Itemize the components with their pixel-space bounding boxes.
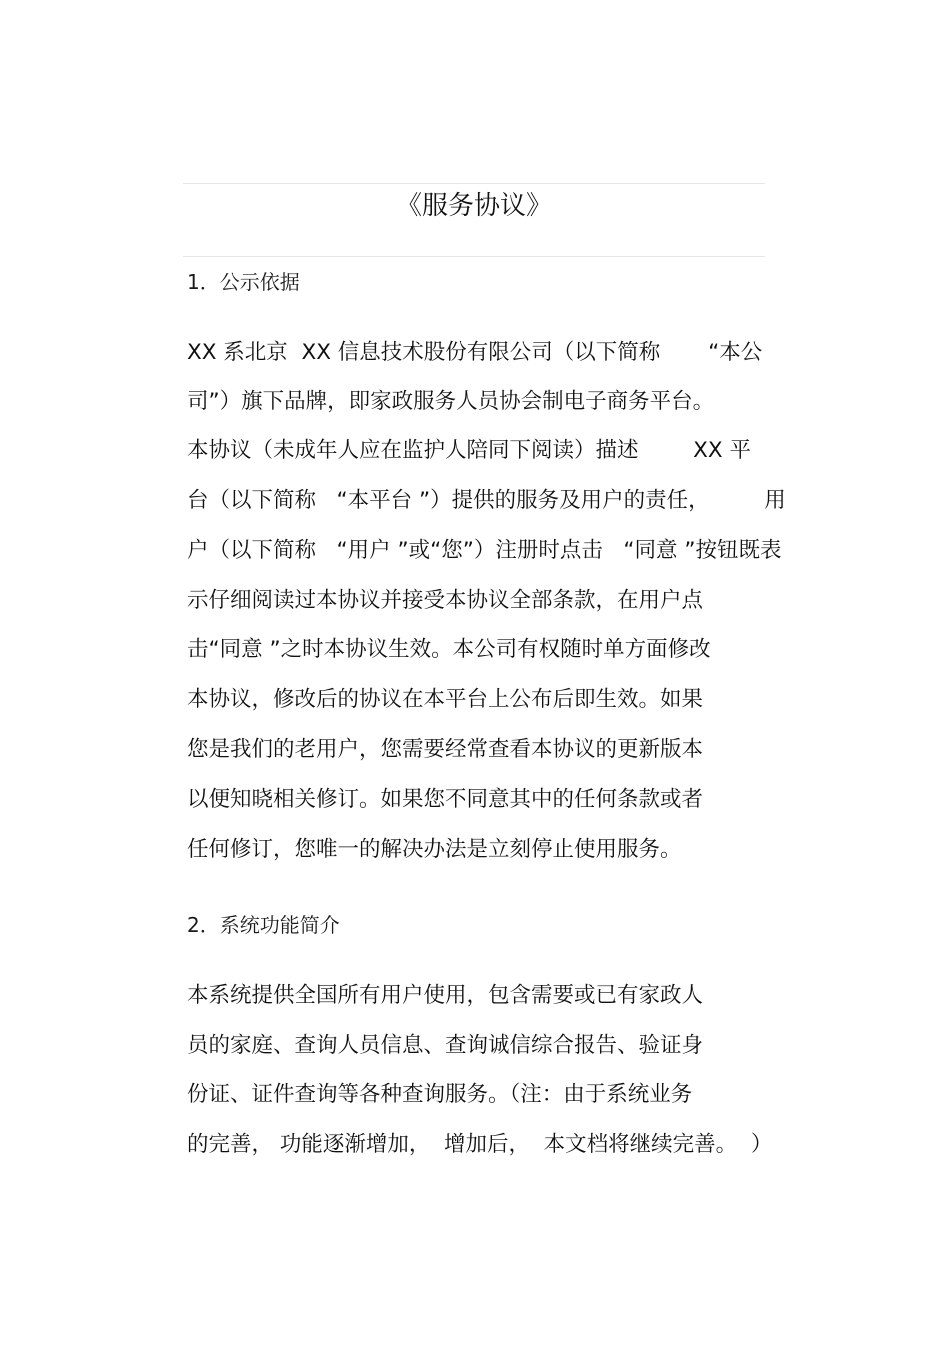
paragraph-line: 司”）旗下品牌，即家政服务人员协会制电子商务平台。 <box>187 389 715 414</box>
paragraph-line: 以便知晓相关修订。如果您不同意其中的任何条款或者 <box>187 787 704 812</box>
document-title: 《服务协议》 <box>395 191 552 221</box>
paragraph-line: 本协议（未成年人应在监护人陪同下阅读）描述 XX 平 <box>187 438 751 463</box>
paragraph-line: 的完善， 功能逐渐增加， 增加后， 本文档将继续完善。 ） <box>187 1132 773 1157</box>
section-heading-basis: 1．公示依据 <box>187 270 300 294</box>
title-top-rule <box>183 183 765 184</box>
paragraph-line: 击“同意 ”之时本协议生效。本公司有权随时单方面修改 <box>187 637 711 662</box>
title-bottom-rule <box>183 256 765 257</box>
paragraph-line: 本协议，修改后的协议在本平台上公布后即生效。如果 <box>187 687 704 712</box>
paragraph-line: 示仔细阅读过本协议并接受本协议全部条款，在用户点 <box>187 588 704 613</box>
paragraph-line: XX 系北京 XX 信息技术股份有限公司（以下简称 “本公 <box>187 340 763 365</box>
paragraph-line: 本系统提供全国所有用户使用，包含需要或已有家政人 <box>187 983 704 1008</box>
section-heading-features: 2．系统功能简介 <box>187 913 340 937</box>
paragraph-line: 户（以下简称 “用户 ”或“您”）注册时点击 “同意 ”按钮既表 <box>187 538 782 563</box>
paragraph-line: 员的家庭、查询人员信息、查询诚信综合报告、验证身 <box>187 1033 704 1058</box>
paragraph-line: 您是我们的老用户，您需要经常查看本协议的更新版本 <box>187 737 704 762</box>
paragraph-line: 台（以下简称 “本平台 ”）提供的服务及用户的责任， 用 <box>187 488 786 513</box>
paragraph-line: 任何修订，您唯一的解决办法是立刻停止使用服务。 <box>187 837 682 862</box>
paragraph-line: 份证、证件查询等各种查询服务。（注：由于系统业务 <box>187 1082 693 1107</box>
